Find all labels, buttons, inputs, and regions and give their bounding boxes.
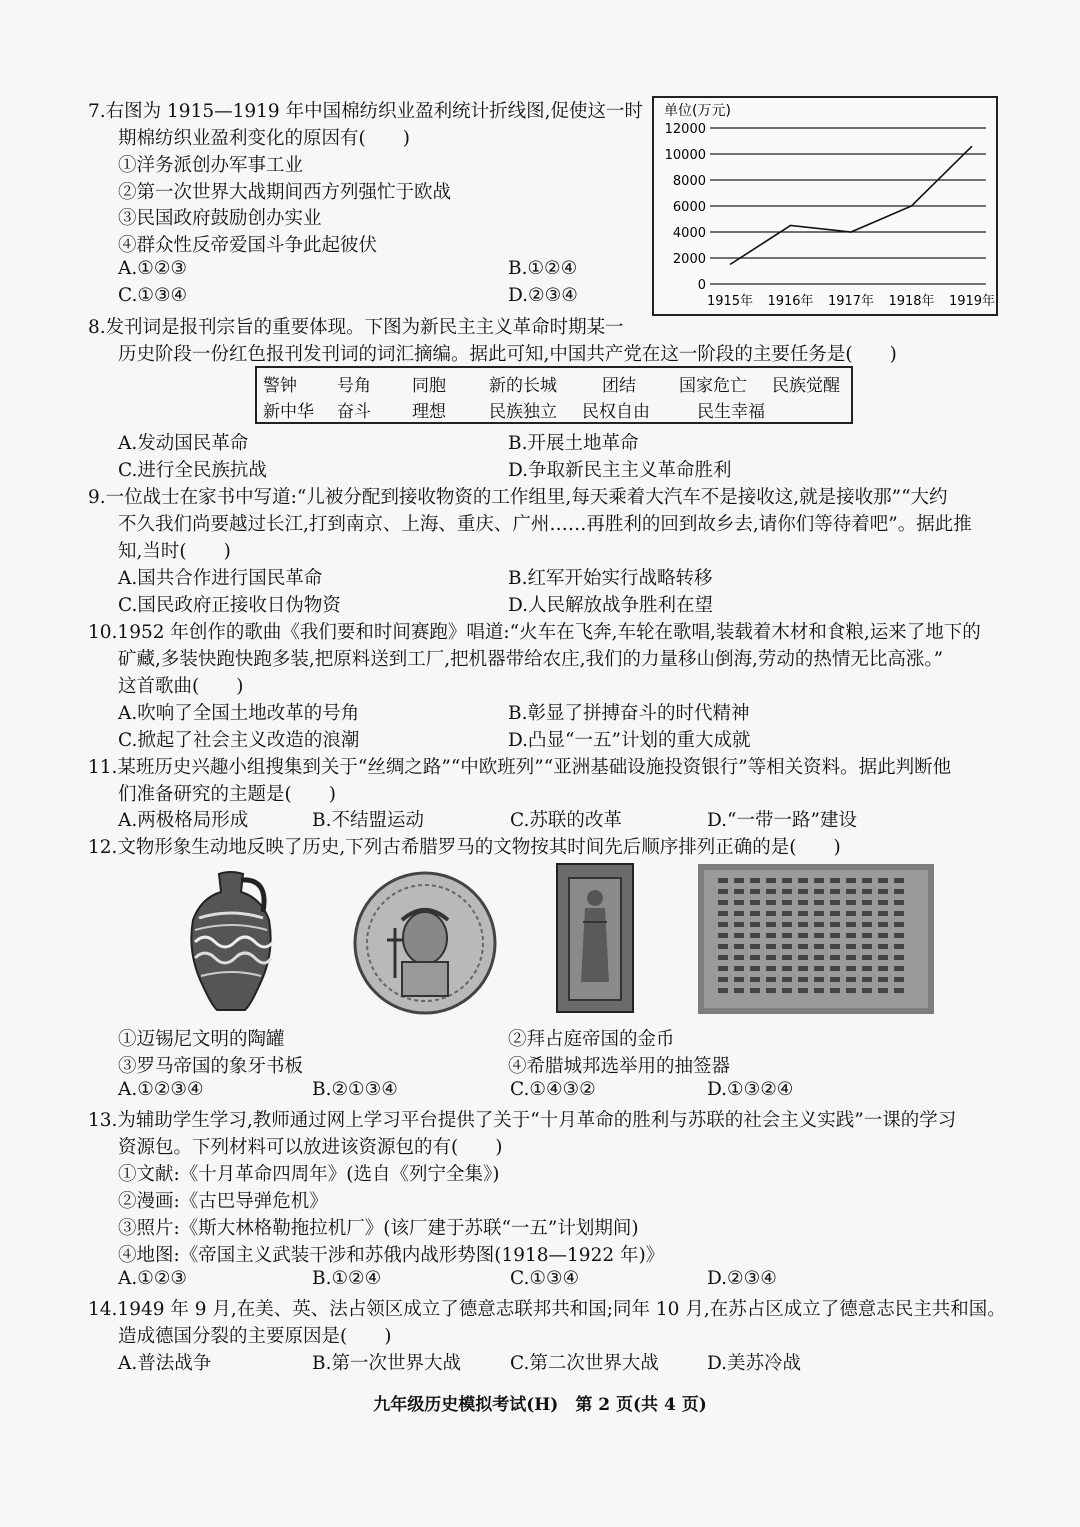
kleroterion-slot xyxy=(846,955,856,960)
kleroterion-slot xyxy=(734,988,744,993)
vocab-word: 民权自由 xyxy=(582,402,650,422)
vocab-word: 民族觉醒 xyxy=(772,376,840,396)
kleroterion-slot xyxy=(798,922,808,927)
kleroterion-slot xyxy=(750,900,760,905)
kleroterion-slot xyxy=(894,966,904,971)
kleroterion-slot xyxy=(814,988,824,993)
kleroterion-slot xyxy=(846,878,856,883)
mycenaean-jar-image xyxy=(185,868,277,1016)
kleroterion-slot xyxy=(862,977,872,982)
kleroterion-slot xyxy=(862,922,872,927)
q7-item-2: ②第一次世界大战期间西方列强忙于欧战 xyxy=(118,182,452,203)
kleroterion-slot xyxy=(830,988,840,993)
q11-option-c: C.苏联的改革 xyxy=(510,810,622,831)
kleroterion-slot xyxy=(894,933,904,938)
kleroterion-slot xyxy=(830,889,840,894)
kleroterion-slot xyxy=(830,977,840,982)
kleroterion-slot xyxy=(846,944,856,949)
kleroterion-slot xyxy=(718,944,728,949)
kleroterion-slot xyxy=(862,955,872,960)
q14-option-d: D.美苏冷战 xyxy=(707,1353,802,1374)
q9-line3: 知,当时( ) xyxy=(118,541,231,562)
kleroterion-slot xyxy=(766,944,776,949)
chart-ytick-label: 8000 xyxy=(672,174,706,189)
q12-option-d: D.①③②④ xyxy=(707,1079,794,1100)
kleroterion-slot xyxy=(814,966,824,971)
q7-stem-line1: 7.右图为 1915—1919 年中国棉纺织业盈利统计折线图,促使这一时 xyxy=(88,101,643,122)
kleroterion-slot xyxy=(846,966,856,971)
kleroterion-image xyxy=(698,864,934,1014)
kleroterion-slot xyxy=(766,889,776,894)
kleroterion-slot xyxy=(718,966,728,971)
vocab-word: 奋斗 xyxy=(337,402,371,422)
kleroterion-slot xyxy=(766,966,776,971)
kleroterion-slot xyxy=(782,878,792,883)
q11-option-a: A.两极格局形成 xyxy=(118,810,249,831)
vocab-word: 民族独立 xyxy=(489,402,557,422)
kleroterion-slot xyxy=(878,911,888,916)
ivory-tablet-image xyxy=(555,862,635,1014)
q7-item-1: ①洋务派创办军事工业 xyxy=(118,155,304,176)
kleroterion-slot xyxy=(814,900,824,905)
q8-stem-line1: 8.发刊词是报刊宗旨的重要体现。下图为新民主主义革命时期某一 xyxy=(88,317,624,338)
q7-stem-line2: 期棉纺织业盈利变化的原因有( ) xyxy=(118,128,410,149)
profit-line-chart xyxy=(652,96,998,316)
q8-option-c: C.进行全民族抗战 xyxy=(118,460,267,481)
kleroterion-slot xyxy=(750,966,760,971)
kleroterion-slot xyxy=(814,911,824,916)
kleroterion-slot xyxy=(798,966,808,971)
kleroterion-slot xyxy=(846,988,856,993)
q11-option-b: B.不结盟运动 xyxy=(312,810,424,831)
q12-option-c: C.①④③② xyxy=(510,1079,596,1100)
kleroterion-slot xyxy=(782,988,792,993)
kleroterion-slot xyxy=(750,988,760,993)
kleroterion-slot xyxy=(878,966,888,971)
q8-option-a: A.发动国民革命 xyxy=(118,433,249,454)
kleroterion-slot xyxy=(830,955,840,960)
kleroterion-slot xyxy=(734,944,744,949)
kleroterion-slot xyxy=(718,988,728,993)
kleroterion-slot xyxy=(814,977,824,982)
kleroterion-slot xyxy=(750,933,760,938)
chart-xtick-label: 1915年 xyxy=(706,294,754,309)
kleroterion-slot xyxy=(734,977,744,982)
kleroterion-slot xyxy=(862,988,872,993)
kleroterion-slot xyxy=(766,955,776,960)
kleroterion-slot xyxy=(750,922,760,927)
kleroterion-slot xyxy=(894,944,904,949)
q13-item-4: ④地图:《帝国主义武装干涉和苏俄内战形势图(1918—1922 年)》 xyxy=(118,1245,665,1266)
vocab-word: 国家危亡 xyxy=(679,376,747,396)
kleroterion-slot xyxy=(830,966,840,971)
kleroterion-slot xyxy=(734,889,744,894)
q12-caption-1: ①迈锡尼文明的陶罐 xyxy=(118,1029,285,1050)
vocab-word: 警钟 xyxy=(263,376,297,396)
kleroterion-slot xyxy=(878,988,888,993)
q7-item-4: ④群众性反帝爱国斗争此起彼伏 xyxy=(118,235,378,256)
q13-option-a: A.①②③ xyxy=(118,1268,187,1289)
kleroterion-slot xyxy=(814,922,824,927)
kleroterion-slot xyxy=(750,955,760,960)
kleroterion-slot xyxy=(862,878,872,883)
q13-item-3: ③照片:《斯大林格勒拖拉机厂》(该厂建于苏联“一五”计划期间) xyxy=(118,1218,639,1239)
byzantine-coin-image xyxy=(350,868,500,1018)
kleroterion-slot xyxy=(766,900,776,905)
q8-stem-line2: 历史阶段一份红色报刊发刊词的词汇摘编。据此可知,中国共产党在这一阶段的主要任务是( ) xyxy=(118,344,897,365)
vocab-word: 团结 xyxy=(602,376,636,396)
kleroterion-slot xyxy=(782,922,792,927)
q10-option-c: C.掀起了社会主义改造的浪潮 xyxy=(118,730,360,751)
kleroterion-slot xyxy=(878,977,888,982)
kleroterion-slot xyxy=(846,933,856,938)
q7-option-c: C.①③④ xyxy=(118,285,188,306)
kleroterion-slot xyxy=(766,922,776,927)
kleroterion-slot xyxy=(734,922,744,927)
kleroterion-slot xyxy=(846,977,856,982)
kleroterion-slot xyxy=(894,988,904,993)
q13-item-2: ②漫画:《古巴导弹危机》 xyxy=(118,1191,328,1212)
q9-option-b: B.红军开始实行战略转移 xyxy=(508,568,713,589)
kleroterion-slot xyxy=(894,977,904,982)
kleroterion-slot xyxy=(782,977,792,982)
kleroterion-slot xyxy=(814,944,824,949)
kleroterion-slot xyxy=(798,933,808,938)
kleroterion-slot xyxy=(862,889,872,894)
chart-xtick-label: 1917年 xyxy=(827,294,875,309)
kleroterion-slot xyxy=(734,878,744,883)
kleroterion-slot xyxy=(782,933,792,938)
q9-option-c: C.国民政府正接收日伪物资 xyxy=(118,595,341,616)
kleroterion-slot xyxy=(718,911,728,916)
chart-xtick-label: 1919年 xyxy=(948,294,996,309)
kleroterion-slot xyxy=(846,900,856,905)
kleroterion-slot xyxy=(862,933,872,938)
vocab-word: 同胞 xyxy=(412,376,446,396)
q10-line2: 矿藏,多装快跑快跑多装,把原料送到工厂,把机器带给农庄,我们的力量移山倒海,劳动的热情无比高涨。” xyxy=(118,649,944,670)
kleroterion-slot xyxy=(734,900,744,905)
kleroterion-slot xyxy=(718,977,728,982)
kleroterion-slot xyxy=(862,911,872,916)
kleroterion-slot xyxy=(862,944,872,949)
kleroterion-slot xyxy=(718,955,728,960)
kleroterion-slot xyxy=(734,933,744,938)
q9-line1: 9.一位战士在家书中写道:“儿被分配到接收物资的工作组里,每天乘着大汽车不是接收这,就是接收那”“大约 xyxy=(88,487,948,508)
kleroterion-slot xyxy=(798,988,808,993)
q14-option-c: C.第二次世界大战 xyxy=(510,1353,659,1374)
kleroterion-slot xyxy=(734,966,744,971)
kleroterion-slot xyxy=(766,911,776,916)
kleroterion-slot xyxy=(814,955,824,960)
q8-option-d: D.争取新民主主义革命胜利 xyxy=(508,460,732,481)
kleroterion-slot xyxy=(750,911,760,916)
q11-line1: 11.某班历史兴趣小组搜集到关于“丝绸之路”“中欧班列”“亚洲基础设施投资银行”等相关资料。据此判断他 xyxy=(88,757,952,778)
chart-xtick-label: 1916年 xyxy=(767,294,814,309)
kleroterion-slot xyxy=(766,977,776,982)
q14-line2: 造成德国分裂的主要原因是( ) xyxy=(118,1326,392,1347)
chart-ytick-label: 10000 xyxy=(664,148,706,163)
kleroterion-slot xyxy=(798,911,808,916)
kleroterion-slot xyxy=(750,944,760,949)
kleroterion-slot xyxy=(830,933,840,938)
kleroterion-slot xyxy=(798,944,808,949)
kleroterion-slot xyxy=(894,955,904,960)
kleroterion-slot xyxy=(798,900,808,905)
vocab-box xyxy=(255,366,853,424)
kleroterion-slot xyxy=(782,955,792,960)
kleroterion-slot xyxy=(862,966,872,971)
q11-line2: 们准备研究的主题是( ) xyxy=(118,784,336,805)
q12-caption-3: ③罗马帝国的象牙书板 xyxy=(118,1056,304,1077)
kleroterion-slot xyxy=(894,878,904,883)
q10-option-a: A.吹响了全国土地改革的号角 xyxy=(118,703,360,724)
q13-item-1: ①文献:《十月革命四周年》(选自《列宁全集》) xyxy=(118,1164,500,1185)
vocab-word: 号角 xyxy=(337,376,371,396)
kleroterion-slot xyxy=(734,955,744,960)
kleroterion-slot xyxy=(718,900,728,905)
q13-option-d: D.②③④ xyxy=(707,1268,777,1289)
q7-option-a: A.①②③ xyxy=(118,258,187,279)
q7-option-d: D.②③④ xyxy=(508,285,578,306)
vocab-word: 理想 xyxy=(412,402,446,422)
kleroterion-slot xyxy=(766,933,776,938)
kleroterion-slot xyxy=(830,944,840,949)
q13-line1: 13.为辅助学生学习,教师通过网上学习平台提供了关于“十月革命的胜利与苏联的社会主义实践”一课的学习 xyxy=(88,1110,957,1131)
q12-caption-2: ②拜占庭帝国的金币 xyxy=(508,1029,675,1050)
vocab-word: 新中华 xyxy=(263,402,314,422)
kleroterion-slot xyxy=(894,900,904,905)
q9-option-a: A.国共合作进行国民革命 xyxy=(118,568,323,589)
kleroterion-slot xyxy=(734,911,744,916)
chart-ytick-label: 6000 xyxy=(672,200,706,215)
kleroterion-slot xyxy=(878,878,888,883)
q9-line2: 不久我们尚要越过长江,打到南京、上海、重庆、广州……再胜利的回到故乡去,请你们等待着吧”。据此推 xyxy=(118,514,972,535)
kleroterion-slot xyxy=(766,988,776,993)
kleroterion-slot xyxy=(718,878,728,883)
q13-option-c: C.①③④ xyxy=(510,1268,580,1289)
kleroterion-slot xyxy=(718,922,728,927)
kleroterion-slot xyxy=(814,933,824,938)
q13-option-b: B.①②④ xyxy=(312,1268,382,1289)
kleroterion-slot xyxy=(846,922,856,927)
q10-line1: 10.1952 年创作的歌曲《我们要和时间赛跑》唱道:“火车在飞奔,车轮在歌唱,装载着木材和食粮,运来了地下的 xyxy=(88,622,981,643)
vocab-word: 民生幸福 xyxy=(697,402,765,422)
kleroterion-slot xyxy=(814,889,824,894)
kleroterion-slot xyxy=(750,889,760,894)
kleroterion-slot xyxy=(830,878,840,883)
q14-line1: 14.1949 年 9 月,在美、英、法占领区成立了德意志联邦共和国;同年 10 月,在苏占区成立了德意志民主共和国。 xyxy=(88,1299,1006,1320)
q7-item-3: ③民国政府鼓励创办实业 xyxy=(118,208,322,229)
kleroterion-slot xyxy=(878,900,888,905)
vocab-word: 新的长城 xyxy=(489,376,557,396)
kleroterion-slot xyxy=(782,944,792,949)
kleroterion-slot xyxy=(782,900,792,905)
q7-option-b: B.①②④ xyxy=(508,258,578,279)
q12-caption-4: ④希腊城邦选举用的抽签器 xyxy=(508,1056,731,1077)
q14-option-a: A.普法战争 xyxy=(118,1353,212,1374)
q13-line2: 资源包。下列材料可以放进该资源包的有( ) xyxy=(118,1137,503,1158)
q10-line3: 这首歌曲( ) xyxy=(118,676,244,697)
kleroterion-slot xyxy=(894,911,904,916)
q14-option-b: B.第一次世界大战 xyxy=(312,1353,461,1374)
kleroterion-slot xyxy=(878,944,888,949)
kleroterion-slot xyxy=(862,900,872,905)
kleroterion-slot xyxy=(894,922,904,927)
kleroterion-slot xyxy=(782,966,792,971)
kleroterion-slot xyxy=(830,922,840,927)
q10-option-b: B.彰显了拼搏奋斗的时代精神 xyxy=(508,703,750,724)
kleroterion-slot xyxy=(782,889,792,894)
chart-xtick-label: 1918年 xyxy=(888,294,935,309)
chart-svg xyxy=(654,98,996,314)
q11-option-d: D.“一带一路”建设 xyxy=(707,810,857,831)
kleroterion-slot xyxy=(798,977,808,982)
kleroterion-slot xyxy=(814,878,824,883)
kleroterion-slot xyxy=(878,933,888,938)
kleroterion-slot xyxy=(718,889,728,894)
kleroterion-slot xyxy=(718,933,728,938)
q8-option-b: B.开展土地革命 xyxy=(508,433,639,454)
page-footer: 九年级历史模拟考试(H) 第 2 页(共 4 页) xyxy=(373,1395,707,1415)
q10-option-d: D.凸显“一五”计划的重大成就 xyxy=(508,730,751,751)
chart-ytick-label: 12000 xyxy=(664,122,706,137)
chart-ytick-label: 0 xyxy=(697,278,706,293)
kleroterion-slot xyxy=(798,889,808,894)
q9-option-d: D.人民解放战争胜利在望 xyxy=(508,595,714,616)
kleroterion-slot xyxy=(878,955,888,960)
kleroterion-slot xyxy=(798,878,808,883)
kleroterion-slot xyxy=(846,889,856,894)
kleroterion-slot xyxy=(750,878,760,883)
chart-ytick-label: 4000 xyxy=(672,226,706,241)
kleroterion-slot xyxy=(846,911,856,916)
kleroterion-slot xyxy=(830,900,840,905)
chart-ytick-label: 2000 xyxy=(672,252,706,267)
kleroterion-slot xyxy=(782,911,792,916)
q12-option-b: B.②①③④ xyxy=(312,1079,398,1100)
q12-stem: 12.文物形象生动地反映了历史,下列古希腊罗马的文物按其时间先后顺序排列正确的是( ) xyxy=(88,837,841,858)
kleroterion-slot xyxy=(750,977,760,982)
kleroterion-slot xyxy=(830,911,840,916)
kleroterion-slot xyxy=(878,922,888,927)
chart-ylabel: 单位(万元) xyxy=(664,103,731,119)
kleroterion-slot xyxy=(798,955,808,960)
kleroterion-slot xyxy=(878,889,888,894)
kleroterion-slot xyxy=(766,878,776,883)
kleroterion-slot xyxy=(894,889,904,894)
q12-option-a: A.①②③④ xyxy=(118,1079,204,1100)
